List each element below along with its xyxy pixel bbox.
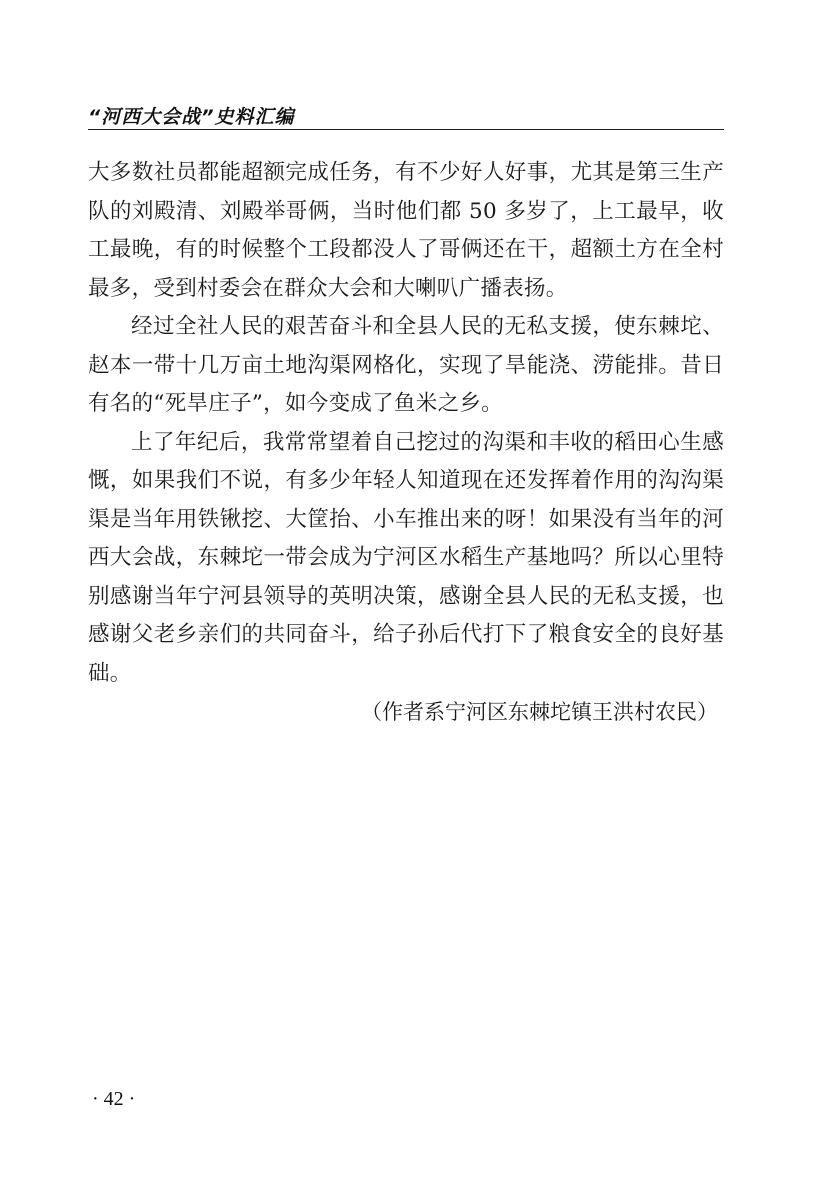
page-number: · 42 · [92, 1088, 136, 1110]
paragraph: 上了年纪后，我常常望着自己挖过的沟渠和丰收的稻田心生感慨，如果我们不说，有多少年轻人知道现在还发挥着作用的沟沟渠渠是当年用铁锹挖、大筐抬、小车推出来的呀！如果没有当年的河西大会战，东棘坨一带会成为宁河区水稻生产基地吗？所以心里特别感谢当年宁河县领导的英明决策，感谢全县人民的无私支援，也感谢父老乡亲们的共同奋斗，给子孙后代打下了粮食安全的良好基础。 [88, 429, 724, 686]
article-body [88, 154, 724, 732]
running-title: “河西大会战”史料汇编 [88, 106, 295, 128]
author-byline: （作者系宁河区东棘坨镇王洪村农民） [361, 700, 718, 724]
paragraph-continued: 大多数社员都能超额完成任务，有不少好人好事，尤其是第三生产队的刘殿清、刘殿举哥俩，当时他们都 50 多岁了，上工最早，收工最晚，有的时候整个工段都没人了哥俩还在干，超额土方在全村最多，受到村委会在群众大会和大喇叭广播表扬。 [88, 160, 724, 301]
paragraph: 经过全社人民的艰苦奋斗和全县人民的无私支援，使东棘坨、赵本一带十几万亩土地沟渠网格化，实现了旱能浇、涝能排。昔日有名的“死旱庄子”，如今变成了鱼米之乡。 [88, 314, 724, 416]
running-header [88, 100, 724, 130]
